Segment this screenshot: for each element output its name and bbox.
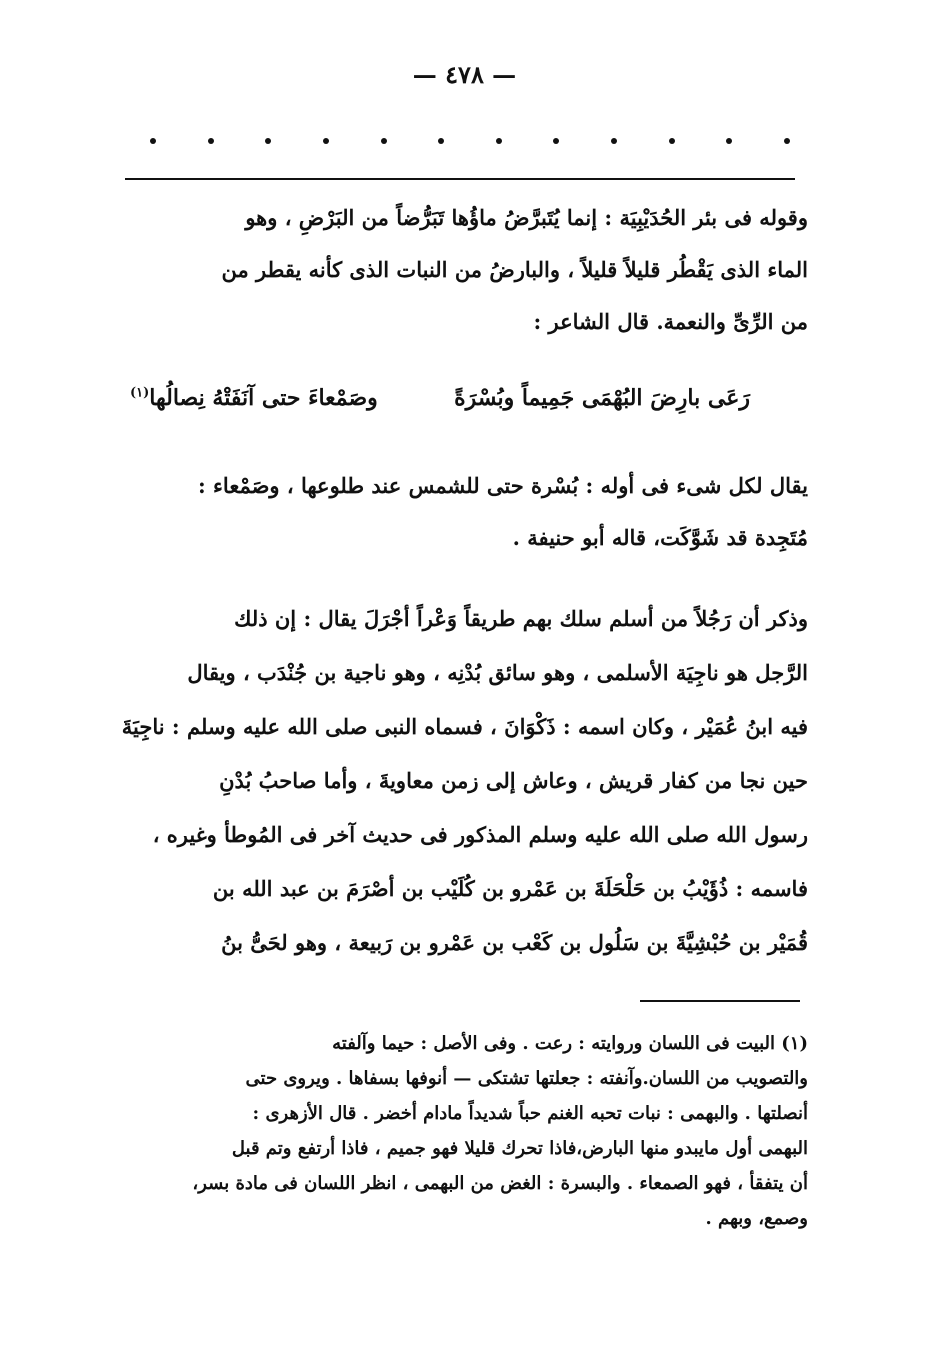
verse-second-hemistich: [130, 385, 378, 411]
footnote-line: وصمع، وبهم .: [705, 1208, 808, 1229]
dot: [438, 138, 444, 144]
poetry-verse: [130, 385, 750, 411]
footnote-line: والتصويب من اللسان.وآنفته : جعلتها تشتكى — أنوفها بسفاها . ويروى حتى: [245, 1068, 808, 1089]
text-line: فيه ابنُ عُمَيْر ، وكان اسمه : ذَكْوَانَ ، فسماه النبى صلى الله عليه وسلم : ناجِيَةَ: [121, 714, 808, 739]
text-line: قُمَيْر بن حُبْشِيَّةَ بن سَلُول بن كَعْب بن عَمْرو بن رَبيعة ، وهو لحَىُّ بنُ: [221, 930, 808, 955]
dot: [496, 138, 502, 144]
dot: [553, 138, 559, 144]
dot: [669, 138, 675, 144]
ornamental-dots: [150, 138, 790, 144]
text-line: من الرِّىِّ والنعمة. قال الشاعر :: [533, 309, 808, 334]
text-line: وذكر أن رَجُلاً من أسلم سلك بهم طريقاً وَعْراً أجْرَلَ يقال : إن ذلك: [234, 606, 808, 631]
text-line: حين نجا من كفار قريش ، وعاش إلى زمن معاويةَ ، وأما صاحبُ بُدْنِ: [219, 768, 808, 793]
paragraph-1: [118, 192, 808, 348]
footnote-rule: [640, 1000, 800, 1002]
dot: [323, 138, 329, 144]
text-line: يقال لكل شىء فى أوله : بُسْرة حتى للشمس عند طلوعها ، وصَمْعاء :: [197, 473, 808, 498]
dot: [726, 138, 732, 144]
footnote-line: البهمى أول مايبدو منها البارض،فاذا تحرك قليلا فهو جميم ، فاذا أرتفع وتم قبل: [231, 1138, 808, 1159]
text-line: مُتَجِدة قد شَوَّكَت، قاله أبو حنيفة .: [512, 525, 808, 550]
dot: [150, 138, 156, 144]
text-line: وقوله فى بئر الحُدَيْبِيَة : إنما يُتَبرَّضُ ماؤُها تَبَرُّضاً من البَرْضِ ، وهو: [245, 205, 808, 230]
text-line: الماء الذى يَقْطُر قليلاً قليلاً ، والبارضُ من النبات الذى كأنه يقطر من: [221, 257, 808, 282]
text-line: الرَّجل هو ناجِيَة الأسلمى ، وهو سائق بُدْنِه ، وهو ناجية بن جُنْدَب ، ويقال: [187, 660, 808, 685]
footnote-marker: (١): [130, 385, 150, 401]
text-line: رسول الله صلى الله عليه وسلم المذكور فى حديث آخر فى المُوطأ وغيره ،: [152, 822, 808, 847]
paragraph-3: [118, 592, 808, 970]
dot: [381, 138, 387, 144]
dot: [265, 138, 271, 144]
page-number: — ٤٧٨ —: [412, 60, 517, 89]
text-line: فاسمه : ذُؤَيْبُ بن حَلْحَلَةَ بن عَمْرو بن كُلَيْب بن أصْرَمَ بن عبد الله بن: [212, 876, 808, 901]
verse-first-hemistich: رَعَى بارِضَ البُهْمَى جَمِيماً وبُسْرَةً: [454, 385, 750, 411]
footnote: [128, 1026, 808, 1236]
footnote-line: أن يتفقأ ، فهو الصمعاء . والبسرة : الغض من البهمى ، انظر اللسان فى مادة بسر،: [192, 1173, 808, 1194]
dot: [208, 138, 214, 144]
footnote-line: أنصلتها . والبهمى : نبات تحبه الغنم حباً شديداً مادام أخضر . قال الأزهرى :: [252, 1103, 808, 1124]
dot: [611, 138, 617, 144]
header-rule: [125, 178, 795, 180]
verse-second-text: وصَمْعاءَ حتى آنَفَتْهُ نِصالُها: [149, 385, 378, 411]
dot: [784, 138, 790, 144]
paragraph-2: [118, 460, 808, 564]
footnote-line: (١) البيت فى اللسان وروايته : رعت . وفى الأصل : حيما وآلفته: [332, 1033, 808, 1054]
